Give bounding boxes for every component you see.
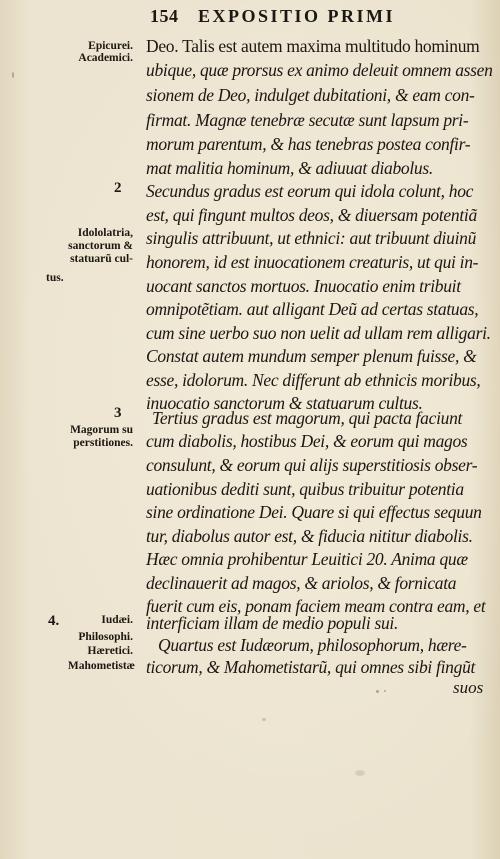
text-line-28: ticorum, & Mahometistarũ, qui omnes sibi fingũt bbox=[146, 657, 476, 677]
margin-number-4: 4. bbox=[48, 613, 60, 629]
text-line-16: inuocatio sanctorum & statuarum cultus. bbox=[146, 393, 423, 413]
text-line-15: esse, idolorum. Nec differunt ab ethnicis moribus, bbox=[146, 370, 481, 390]
catchword: suos bbox=[453, 678, 484, 697]
text-line-8: est, qui fingunt multos deos, & diuersam potentiã bbox=[146, 205, 477, 225]
running-head: EXPOSITIO PRIMI bbox=[198, 6, 396, 26]
margin-note-magorum-1: Magorum su bbox=[70, 424, 133, 436]
text-line-4: firmat. Magnæ tenebræ secutæ sunt lapsum pri- bbox=[146, 110, 469, 130]
text-line-24: declinauerit ad magos, & ariolos, & fornicata bbox=[146, 573, 457, 593]
text-line-22: tur, diabolus autor est, & fiducia nititur diabolis. bbox=[146, 526, 473, 546]
text-line-20: uationibus dediti sunt, quibus tribuitur potentia bbox=[146, 479, 464, 499]
text-line-14: Constat autem mundum semper plenum fuisse, & bbox=[146, 346, 477, 366]
margin-note-academici: Academici. bbox=[78, 52, 133, 64]
margin-note-idololatria-1: Idololatria, bbox=[77, 227, 133, 239]
paper-speck bbox=[12, 72, 14, 78]
text-line-17: Tertius gradus est magorum, qui pacta faciunt bbox=[152, 408, 463, 428]
paper-speck bbox=[262, 718, 266, 721]
margin-note-idololatria-3: statuarũ cul- bbox=[70, 253, 133, 265]
text-line-7: Secundus gradus est eorum qui idola colunt, hoc bbox=[146, 181, 474, 201]
margin-number-3: 3 bbox=[114, 405, 122, 421]
margin-note-mahometistae: Mahometistæ bbox=[67, 660, 135, 672]
margin-note-idololatria-2: sanctorum & bbox=[68, 240, 133, 252]
margin-note-philosophi: Philosophi. bbox=[78, 631, 133, 643]
text-line-10: honorem, id est inuocationem creaturis, ut qui in- bbox=[146, 252, 479, 272]
text-line-27: Quartus est Iudæorum, philosophorum, hære- bbox=[158, 635, 467, 655]
paper-speck bbox=[376, 690, 379, 693]
text-line-6: mat malitia hominum, & adiuuat diabolus. bbox=[146, 158, 433, 178]
paper-speck bbox=[384, 690, 386, 692]
text-line-13: cum sine uerbo suo non uelit ad ullam rem alligari. bbox=[146, 323, 491, 343]
text-line-5: morum parentum, & has tenebras postea confir- bbox=[146, 134, 471, 154]
page-number: 154 bbox=[150, 6, 179, 26]
text-line-2: ubique, quæ prorsus ex animo deleuit omnem assen bbox=[146, 60, 493, 80]
text-line-19: consulunt, & eorum qui alijs superstitiosis obser- bbox=[146, 455, 478, 475]
margin-note-idololatria-4: tus. bbox=[46, 272, 64, 284]
margin-note-magorum-2: perstitiones. bbox=[73, 437, 133, 449]
text-line-21: sine ordinatione Dei. Quare si qui effectus sequun bbox=[146, 502, 482, 522]
text-line-1: Deo. Talis est autem maxima multitudo hominum bbox=[146, 36, 480, 56]
paper-stain bbox=[355, 770, 365, 776]
text-line-11: uocant sanctos mortuos. Inuocatio enim tribuit bbox=[146, 276, 461, 296]
text-line-26: interficiam illam de medio populi sui. bbox=[146, 613, 399, 633]
text-line-9: singulis attribuunt, ut ethnici: aut tribuunt diuinũ bbox=[146, 228, 477, 248]
margin-note-haeretici: Hæretici. bbox=[87, 645, 133, 657]
margin-note-epicurei: Epicurei. bbox=[88, 40, 133, 52]
text-line-3: sionem de Deo, indulget dubitationi, & eam con- bbox=[146, 85, 475, 105]
text-line-23: Hæc omnia prohibentur Leuitici 20. Anima quæ bbox=[146, 549, 468, 569]
page-header bbox=[0, 6, 500, 32]
text-line-18: cum diabolis, hostibus Dei, & eorum qui magos bbox=[146, 431, 468, 451]
text-line-25: fuerit cum eis, ponam faciem meam contra eam, et bbox=[146, 596, 486, 616]
margin-number-2: 2 bbox=[114, 180, 122, 196]
margin-note-iudaei: Iudæi. bbox=[101, 614, 133, 626]
text-line-12: omnipotẽtiam. aut alligant Deũ ad certas statuas, bbox=[146, 299, 479, 319]
